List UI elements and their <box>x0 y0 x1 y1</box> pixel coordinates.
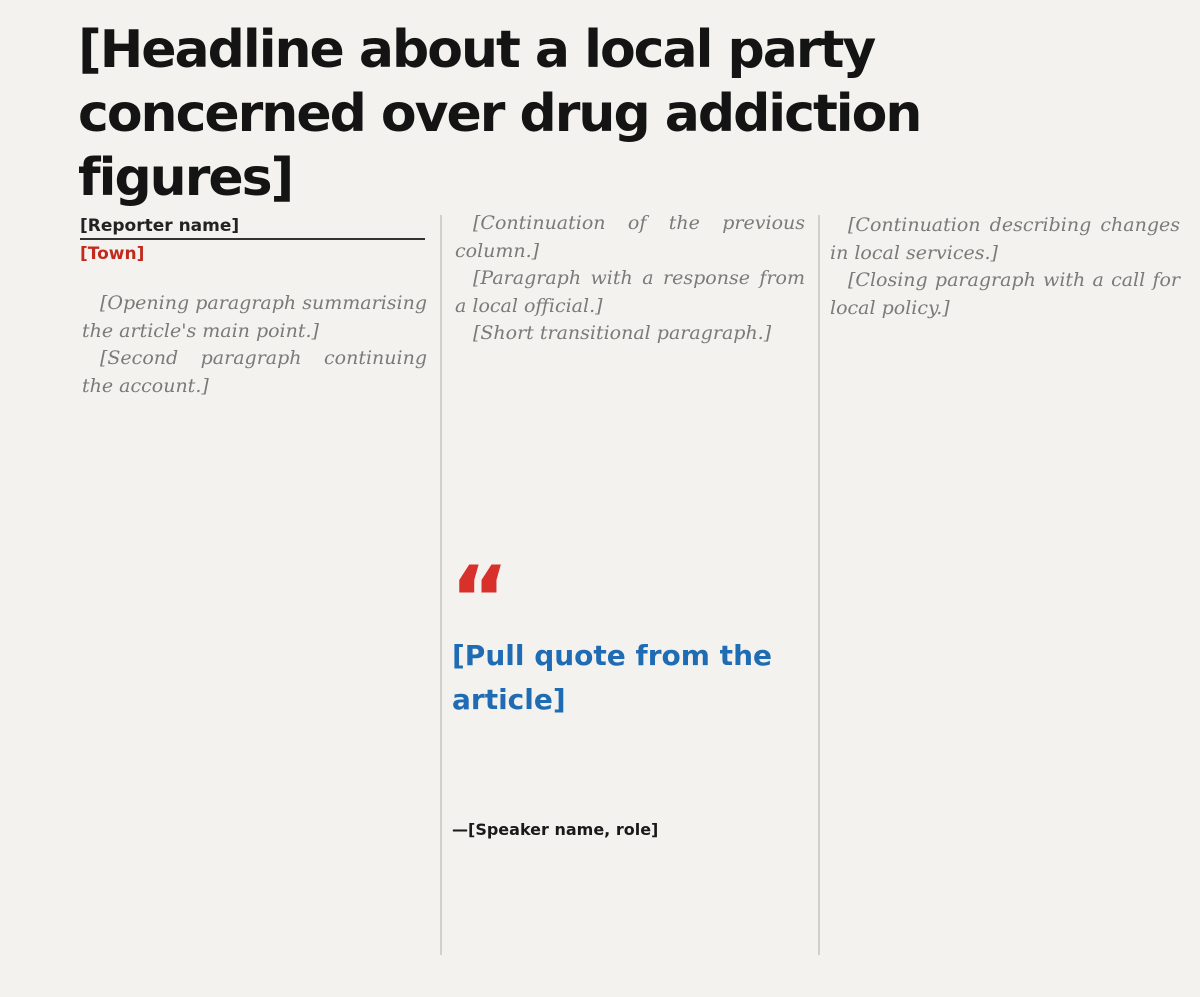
pull-quote-attribution: —[Speaker name, role] <box>452 820 659 839</box>
quote-mark-icon: “ <box>450 547 510 652</box>
column-divider <box>440 215 442 955</box>
byline: [Reporter name] <box>80 216 425 240</box>
paragraph: [Continuation describing changes in local services.] <box>830 214 1180 264</box>
column-divider <box>818 215 820 955</box>
paragraph: [Closing paragraph with a call for local policy.] <box>830 269 1180 319</box>
headline: [Headline about a local party concerned over drug addiction figures] <box>78 20 921 208</box>
article-column-2 <box>455 210 805 348</box>
paragraph: [Second paragraph continuing the account.] <box>82 347 427 397</box>
paragraph: [Opening paragraph summarising the article's main point.] <box>82 292 427 342</box>
paragraph: [Short transitional paragraph.] <box>473 322 772 345</box>
paragraph: [Paragraph with a response from a local official.] <box>455 267 805 317</box>
paragraph: [Continuation of the previous column.] <box>455 212 805 262</box>
dateline-place: [Town] <box>80 244 145 264</box>
article-column-1 <box>82 290 427 400</box>
pull-quote: [Pull quote from the article] <box>452 639 772 716</box>
article-column-3 <box>830 212 1180 322</box>
